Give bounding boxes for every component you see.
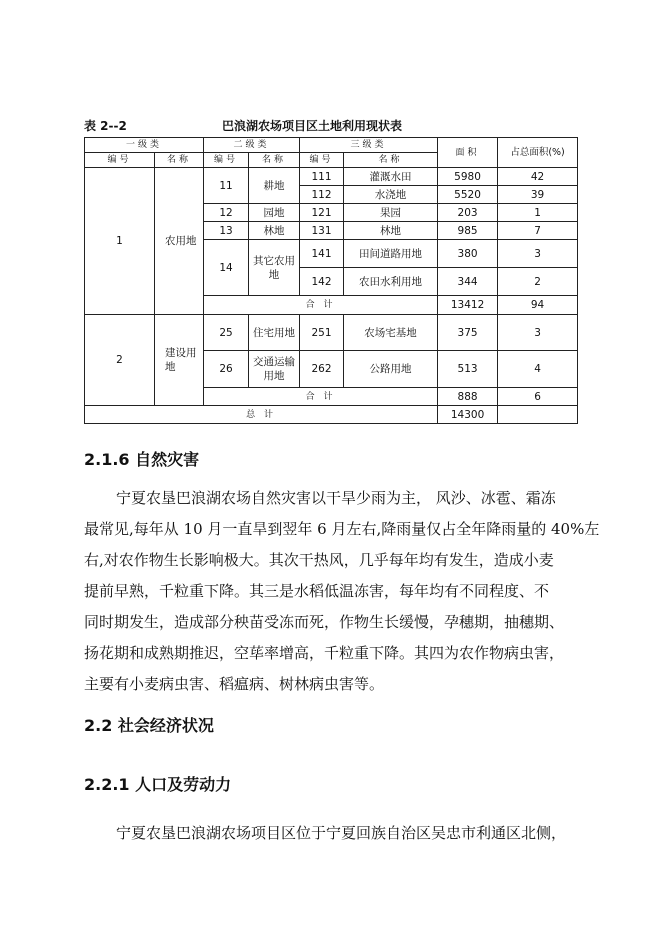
total-percent — [498, 406, 578, 424]
item-percent: 7 — [498, 222, 578, 240]
item-area: 344 — [438, 268, 498, 296]
sub-code: 25 — [204, 315, 249, 351]
group-code: 1 — [85, 168, 155, 315]
header-name: 名称 — [155, 153, 204, 168]
header-level1: 一级类 — [85, 138, 204, 153]
group-name: 农用地 — [155, 168, 204, 315]
table-number: 表 2--2 — [84, 119, 127, 133]
subtotal-area: 888 — [438, 388, 498, 406]
item-percent: 3 — [498, 240, 578, 268]
paragraph-line: 主要有小麦病虫害、稻瘟病、树林病虫害等。 — [84, 675, 385, 693]
total-label: 总 计 — [85, 406, 438, 424]
header-code: 编号 — [300, 153, 344, 168]
section-heading-socioeconomic: 2.2 社会经济状况 — [84, 716, 214, 735]
item-name: 田间道路用地 — [344, 240, 438, 268]
item-percent: 1 — [498, 204, 578, 222]
sub-code: 12 — [204, 204, 249, 222]
sub-name: 林地 — [249, 222, 300, 240]
sub-code: 26 — [204, 351, 249, 388]
header-area: 面积 — [438, 138, 498, 168]
item-area: 5520 — [438, 186, 498, 204]
item-percent: 2 — [498, 268, 578, 296]
population-paragraph — [84, 818, 584, 849]
sub-name: 住宅用地 — [249, 315, 300, 351]
item-area: 375 — [438, 315, 498, 351]
paragraph-line: 最常见,每年从 10 月一直旱到翌年 6 月左右,降雨量仅占全年降雨量的 40%左 — [84, 520, 600, 538]
item-name: 农田水利用地 — [344, 268, 438, 296]
item-name: 灌溉水田 — [344, 168, 438, 186]
subtotal-percent: 6 — [498, 388, 578, 406]
item-area: 380 — [438, 240, 498, 268]
header-name: 名称 — [249, 153, 300, 168]
land-use-table — [84, 137, 578, 424]
subtotal-area: 13412 — [438, 296, 498, 315]
header-level3: 三级类 — [300, 138, 438, 153]
group-code: 2 — [85, 315, 155, 406]
item-percent: 39 — [498, 186, 578, 204]
item-area: 203 — [438, 204, 498, 222]
paragraph-line: 扬花期和成熟期推迟，空荜率增高，千粒重下降。其四为农作物病虫害， — [84, 644, 565, 662]
item-area: 513 — [438, 351, 498, 388]
item-code: 262 — [300, 351, 344, 388]
header-code: 编号 — [85, 153, 155, 168]
item-name: 林地 — [344, 222, 438, 240]
sub-name: 耕地 — [249, 168, 300, 204]
item-code: 112 — [300, 186, 344, 204]
item-percent: 4 — [498, 351, 578, 388]
sub-code: 14 — [204, 240, 249, 296]
item-name: 农场宅基地 — [344, 315, 438, 351]
subtotal-percent: 94 — [498, 296, 578, 315]
group-name: 建设用地 — [155, 315, 204, 406]
header-percent: 占总面积(%) — [498, 138, 578, 168]
sub-name: 其它农用地 — [249, 240, 300, 296]
paragraph-line: 宁夏农垦巴浪湖农场项目区位于宁夏回族自治区吴忠市利通区北侧， — [116, 824, 567, 842]
paragraph-line: 提前早熟，千粒重下降。其三是水稻低温冻害，每年均有不同程度、不 — [84, 582, 550, 600]
section-heading-population: 2.2.1 人口及劳动力 — [84, 775, 232, 794]
subtotal-label: 合 计 — [204, 296, 438, 315]
item-code: 111 — [300, 168, 344, 186]
total-area: 14300 — [438, 406, 498, 424]
item-name: 水浇地 — [344, 186, 438, 204]
header-code: 编号 — [204, 153, 249, 168]
item-code: 141 — [300, 240, 344, 268]
sub-code: 11 — [204, 168, 249, 204]
sub-code: 13 — [204, 222, 249, 240]
paragraph-line: 同时期发生，造成部分秧苗受冻而死，作物生长缓慢，孕穗期，抽穗期、 — [84, 613, 565, 631]
section-heading-natural-disasters: 2.1.6 自然灾害 — [84, 450, 200, 469]
paragraph-line: 宁夏农垦巴浪湖农场自然灾害以干旱少雨为主， 风沙、冰雹、霜冻 — [116, 489, 556, 507]
item-area: 985 — [438, 222, 498, 240]
item-area: 5980 — [438, 168, 498, 186]
header-name: 名称 — [344, 153, 438, 168]
paragraph-line: 右,对农作物生长影响极大。其次干热风，几乎每年均有发生，造成小麦 — [84, 551, 554, 569]
item-percent: 42 — [498, 168, 578, 186]
item-code: 142 — [300, 268, 344, 296]
sub-name: 交通运输用地 — [249, 351, 300, 388]
item-code: 131 — [300, 222, 344, 240]
item-name: 果园 — [344, 204, 438, 222]
item-code: 251 — [300, 315, 344, 351]
subtotal-label: 合 计 — [204, 388, 438, 406]
item-percent: 3 — [498, 315, 578, 351]
header-level2: 二级类 — [204, 138, 300, 153]
table-title: 巴浪湖农场项目区土地利用现状表 — [222, 119, 403, 133]
item-name: 公路用地 — [344, 351, 438, 388]
sub-name: 园地 — [249, 204, 300, 222]
natural-disasters-paragraph — [84, 483, 600, 700]
item-code: 121 — [300, 204, 344, 222]
